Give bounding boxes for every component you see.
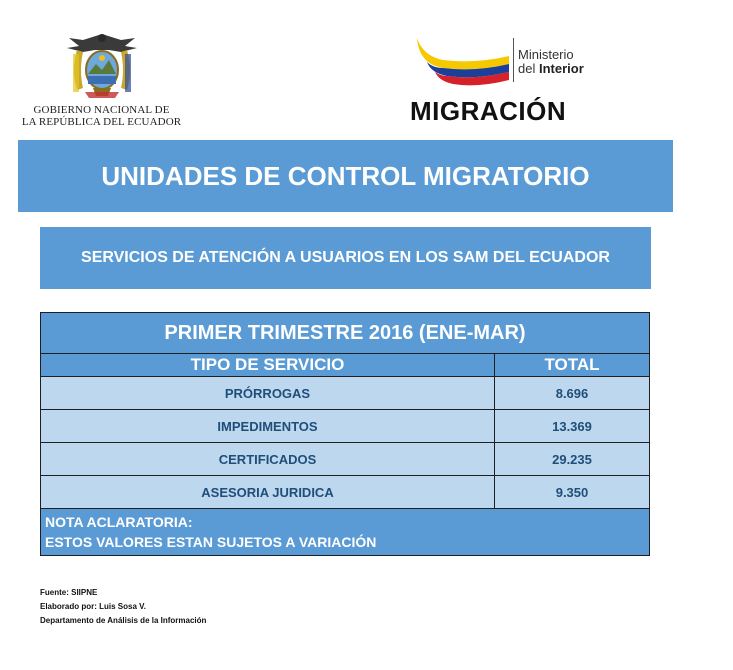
ministry-logo <box>405 36 615 131</box>
column-header-total: TOTAL <box>544 355 600 374</box>
table-column-headers <box>41 354 649 377</box>
footer-source: Fuente: SIIPNE <box>40 588 98 597</box>
ministerio-label: Ministerio <box>518 47 574 62</box>
page-subtitle: SERVICIOS DE ATENCIÓN A USUARIOS EN LOS SAM DEL ECUADOR <box>40 227 651 289</box>
flag-swoosh-icon <box>405 36 511 94</box>
total-cell: 29.235 <box>552 451 592 467</box>
table-row <box>41 410 649 443</box>
del-label: del <box>518 61 536 76</box>
government-logo <box>14 30 189 128</box>
total-cell: 9.350 <box>555 484 589 500</box>
total-cell: 13.369 <box>552 418 592 434</box>
note-text: ESTOS VALORES ESTAN SUJETOS A VARIACIÓN <box>45 534 377 550</box>
logo-separator <box>513 38 514 82</box>
table-period-header: PRIMER TRIMESTRE 2016 (ENE-MAR) <box>41 313 649 354</box>
service-cell: IMPEDIMENTOS <box>41 410 495 442</box>
footer-credits <box>40 586 206 628</box>
service-cell: PRÓRROGAS <box>41 377 495 409</box>
table-row <box>41 443 649 476</box>
interior-label: Interior <box>538 61 584 76</box>
note-title: NOTA ACLARATORIA: <box>45 514 193 530</box>
footer-department: Departamento de Análisis de la Información <box>40 616 207 625</box>
service-cell: CERTIFICADOS <box>41 443 495 475</box>
migracion-title: MIGRACIÓN <box>410 96 567 126</box>
total-cell: 8.696 <box>555 385 589 401</box>
service-cell: ASESORIA JURIDICA <box>41 476 495 508</box>
footer-author: Elaborado por: Luis Sosa V. <box>40 602 146 611</box>
table-row <box>41 476 649 509</box>
page-title: UNIDADES DE CONTROL MIGRATORIO <box>18 140 673 212</box>
table-row <box>41 377 649 410</box>
gov-text-line2: LA REPÚBLICA DEL ECUADOR <box>21 116 182 128</box>
ecuador-coat-of-arms-icon <box>63 30 141 102</box>
table-note <box>41 509 649 555</box>
services-table <box>40 312 650 556</box>
gov-text-line1: GOBIERNO NACIONAL DE <box>33 104 170 116</box>
column-header-service: TIPO DE SERVICIO <box>41 354 495 376</box>
del-interior-label <box>518 62 584 76</box>
